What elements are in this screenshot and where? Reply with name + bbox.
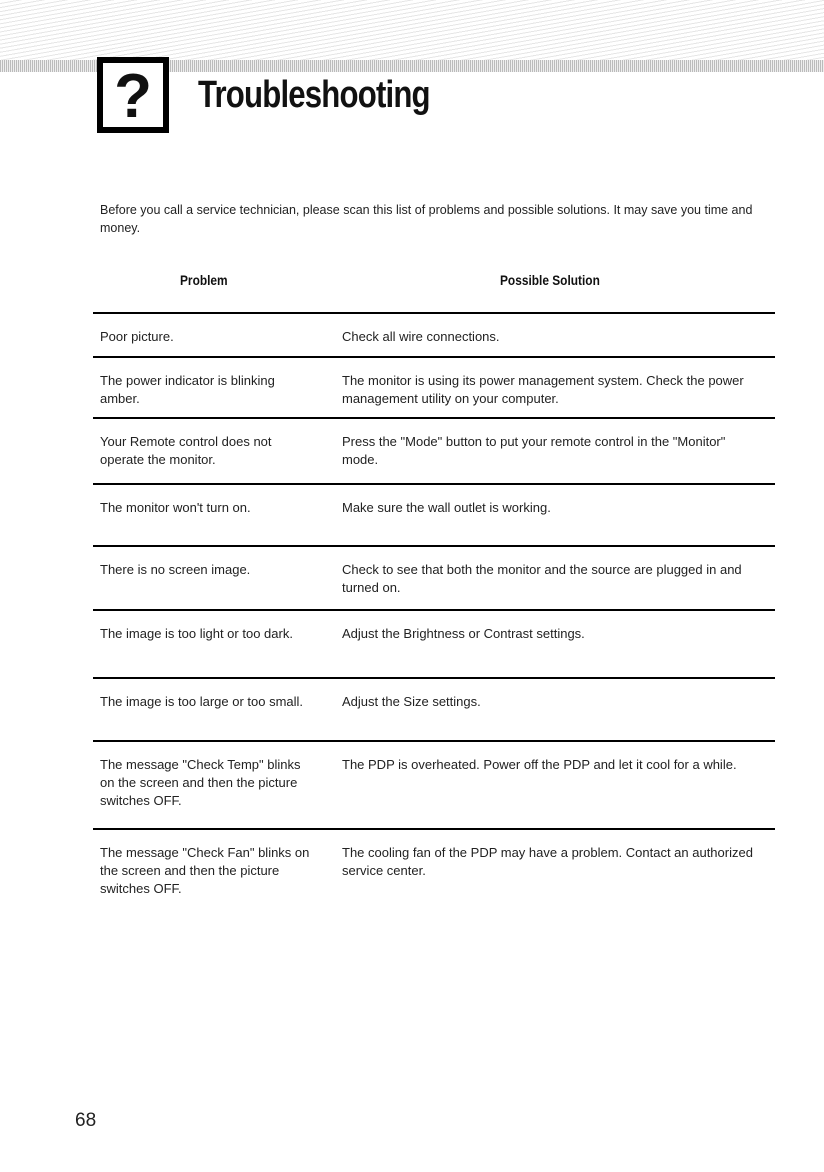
problem-cell: The image is too large or too small.	[100, 694, 304, 709]
problem-cell: The image is too light or too dark.	[100, 626, 293, 641]
solution-cell: Check all wire connections.	[342, 329, 500, 344]
intro-text: Before you call a service technician, please scan this list of problems and possible solutions. It may save you time and money.	[100, 203, 753, 235]
header-solution: Possible Solution	[500, 272, 600, 288]
table-row	[93, 677, 775, 709]
solution-cell: The cooling fan of the PDP may have a problem. Contact an authorized service center.	[342, 845, 753, 878]
problem-cell: Your Remote control does not operate the monitor.	[100, 434, 272, 467]
problem-cell: The power indicator is blinking amber.	[100, 373, 275, 406]
solution-cell: Press the "Mode" button to put your remote control in the "Monitor" mode.	[342, 434, 726, 467]
solution-cell: Make sure the wall outlet is working.	[342, 500, 551, 515]
problem-cell: The monitor won't turn on.	[100, 500, 251, 515]
problem-cell: There is no screen image.	[100, 562, 251, 577]
solution-cell: The monitor is using its power management system. Check the power management utility on your computer.	[342, 373, 744, 406]
header-problem: Problem	[180, 272, 228, 288]
problem-cell: The message "Check Temp" blinks on the screen and then the picture switches OFF.	[100, 757, 301, 808]
solution-cell: Adjust the Size settings.	[342, 694, 481, 709]
table-row	[93, 609, 775, 641]
table-row	[93, 417, 775, 467]
problem-cell: The message "Check Fan" blinks on the screen and then the picture switches OFF.	[100, 845, 310, 896]
table-row	[93, 828, 775, 896]
question-mark-icon: ?	[97, 57, 169, 133]
problem-cell: Poor picture.	[100, 329, 174, 344]
solution-cell: Adjust the Brightness or Contrast settings.	[342, 626, 585, 641]
page-title: Troubleshooting	[198, 74, 430, 116]
table-row	[93, 483, 775, 515]
solution-cell: The PDP is overheated. Power off the PDP and let it cool for a while.	[342, 757, 737, 772]
table-row	[93, 356, 775, 406]
table-row	[93, 545, 775, 595]
table-row	[93, 312, 775, 344]
solution-cell: Check to see that both the monitor and the source are plugged in and turned on.	[342, 562, 742, 595]
table-row	[93, 740, 775, 808]
page-number: 68	[75, 1110, 97, 1131]
